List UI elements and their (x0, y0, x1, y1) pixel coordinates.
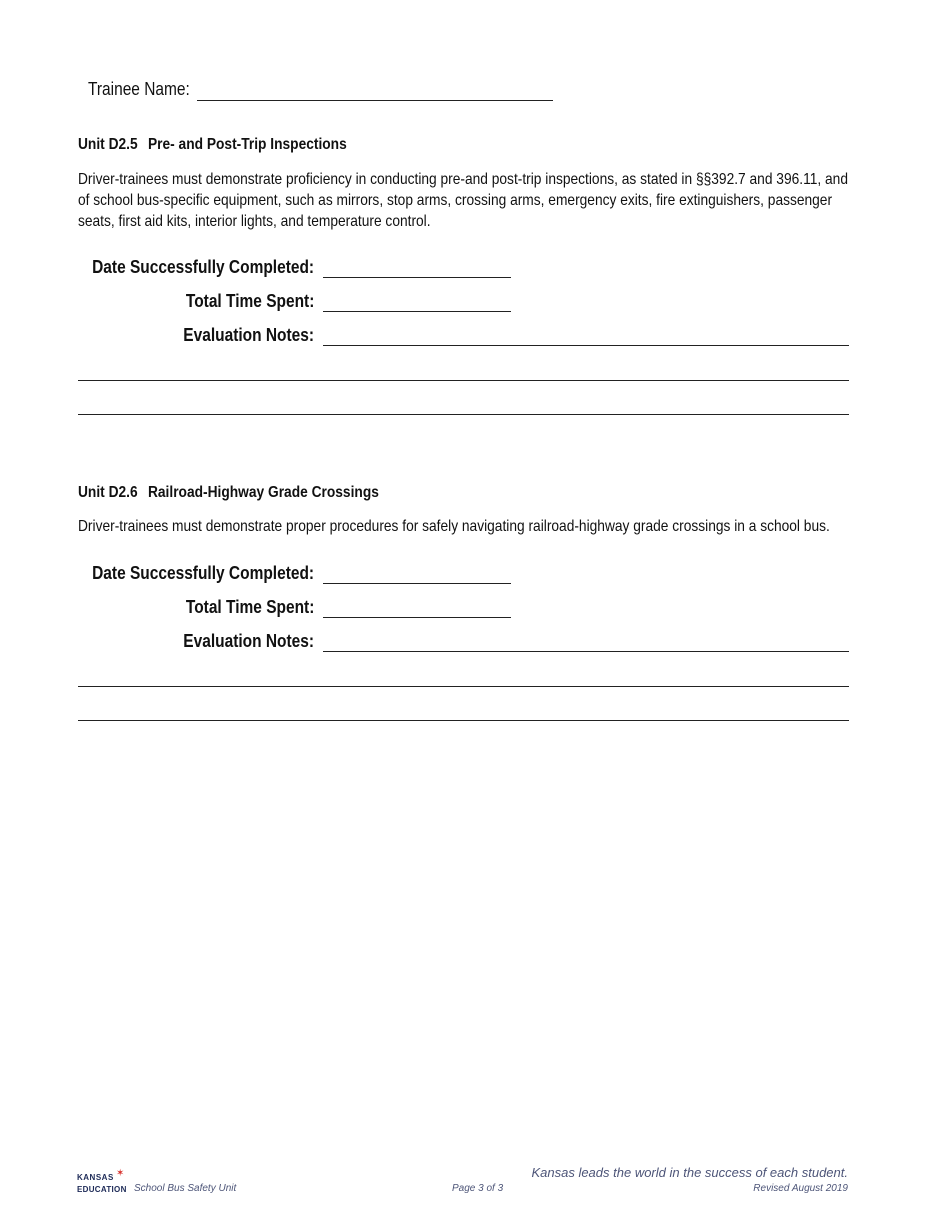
trainee-name-field[interactable] (197, 100, 553, 101)
footer-page-number: Page 3 of 3 (452, 1183, 504, 1194)
total-time-field[interactable] (323, 311, 511, 312)
evaluation-notes-line[interactable] (78, 414, 849, 415)
evaluation-notes-label: Evaluation Notes: (183, 631, 314, 651)
footer-motto: Kansas leads the world in the success of each student. (531, 1165, 848, 1180)
total-time-label: Total Time Spent: (185, 597, 314, 617)
evaluation-notes-field[interactable] (323, 651, 849, 652)
unit-title: Railroad-Highway Grade Crossings (147, 484, 379, 501)
star-icon: ✶ (116, 1168, 125, 1179)
logo-text-kansas: KANSAS (77, 1173, 114, 1182)
unit-title: Pre- and Post-Trip Inspections (147, 136, 347, 153)
unit-description: Driver-trainees must demonstrate proper procedures for safely navigating railroad-highway grade crossings in a school bus. (78, 518, 830, 535)
evaluation-notes-line[interactable] (78, 380, 849, 381)
total-time-field[interactable] (323, 617, 511, 618)
footer-revised-date: Revised August 2019 (753, 1183, 848, 1194)
unit-heading (78, 484, 379, 502)
kansas-education-logo (77, 1168, 129, 1197)
unit-description: Driver-trainees must demonstrate proficiency in conducting pre-and post-trip inspections, as stated in §§392.7 and 396.11, and of school bus-specific equipment, such as mirrors, stop arms, crossing arms, emergency exits, fire extinguishers, passenger seats, first aid kits, interior lights, and temperature control. (78, 171, 848, 230)
evaluation-notes-line[interactable] (78, 720, 849, 721)
date-completed-field[interactable] (323, 583, 511, 584)
footer-unit-name: School Bus Safety Unit (134, 1183, 237, 1194)
evaluation-notes-field[interactable] (323, 345, 849, 346)
logo-text-education: EDUCATION (77, 1185, 127, 1194)
evaluation-notes-label: Evaluation Notes: (183, 325, 314, 345)
unit-heading (78, 136, 347, 154)
evaluation-notes-line[interactable] (78, 686, 849, 687)
unit-number: Unit D2.5 (78, 136, 138, 153)
total-time-label: Total Time Spent: (185, 291, 314, 311)
date-completed-label: Date Successfully Completed: (92, 257, 314, 277)
date-completed-label: Date Successfully Completed: (92, 563, 314, 583)
unit-number: Unit D2.6 (78, 484, 138, 501)
trainee-name-label: Trainee Name: (88, 79, 190, 99)
date-completed-field[interactable] (323, 277, 511, 278)
